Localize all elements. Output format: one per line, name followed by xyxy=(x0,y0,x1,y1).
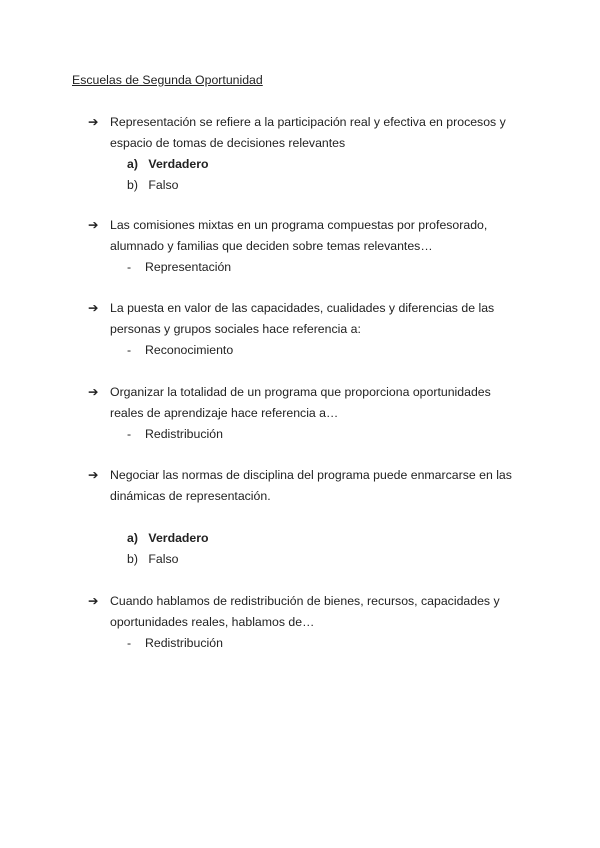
arrow-icon: ➔ xyxy=(88,385,99,399)
answer: - Redistribución xyxy=(127,427,223,441)
arrow-icon: ➔ xyxy=(88,115,99,129)
answer: - Redistribución xyxy=(127,636,223,650)
question-text: Las comisiones mixtas en un programa compuestas por profesorado, alumnado y familias que deciden sobre temas relevantes… xyxy=(110,218,488,253)
answer: - Representación xyxy=(127,260,232,274)
option-a: a) Verdadero xyxy=(127,531,209,545)
question-text: Organizar la totalidad de un programa que proporciona oportunidades reales de aprendizaje hace referencia a… xyxy=(110,385,491,420)
question-6 xyxy=(88,591,518,654)
document-title: Escuelas de Segunda Oportunidad xyxy=(72,73,263,87)
question-text: Negociar las normas de disciplina del programa puede enmarcarse en las dinámicas de representación. xyxy=(110,468,512,503)
option-a: a) Verdadero xyxy=(127,157,209,171)
question-text: La puesta en valor de las capacidades, cualidades y diferencias de las personas y grupos sociales hace referencia a: xyxy=(110,301,495,336)
arrow-icon: ➔ xyxy=(88,301,99,315)
question-5 xyxy=(88,465,518,570)
question-text: Cuando hablamos de redistribución de bienes, recursos, capacidades y oportunidades reales, hablamos de… xyxy=(110,594,500,629)
question-2 xyxy=(88,215,518,278)
arrow-icon: ➔ xyxy=(88,594,99,608)
question-text: Representación se refiere a la participación real y efectiva en procesos y espacio de tomas de decisiones relevantes xyxy=(110,115,506,150)
option-b: b) Falso xyxy=(127,552,179,566)
arrow-icon: ➔ xyxy=(88,468,99,482)
answer: - Reconocimiento xyxy=(127,343,234,357)
question-4 xyxy=(88,382,518,445)
question-1 xyxy=(88,112,518,196)
arrow-icon: ➔ xyxy=(88,218,99,232)
option-b: b) Falso xyxy=(127,178,179,192)
question-3 xyxy=(88,298,518,361)
